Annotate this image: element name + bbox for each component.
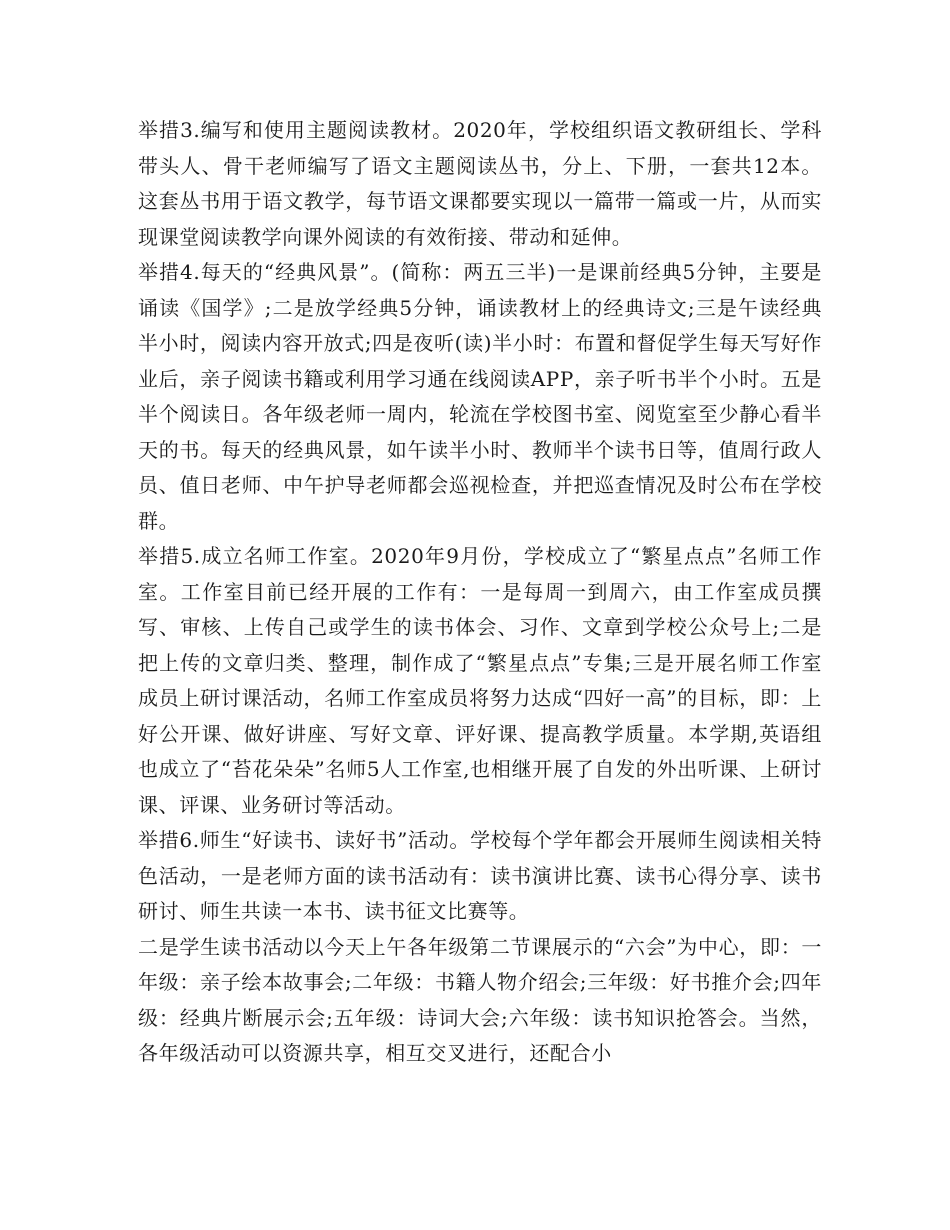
paragraph-measure-5: 举措5.成立名师工作室。2020年9月份，学校成立了“繁星点点”名师工作室。工作室目前已经开展的工作有：一是每周一到周六，由工作室成员撰写、审核、上传自己或学生的读书体会、习作、文章到学校公众号上;二是把上传的文章归类、整理，制作成了“繁星点点”专集;三是开展名师工作室成员上研讨课活动，名师工作室成员将努力达成“四好一高”的目标，即：上好公开课、做好讲座、写好文章、评好课、提高教学质量。本学期,英语组也成立了“苔花朵朵”名师5人工作室,也相继开展了自发的外出听课、上研讨课、评课、业务研讨等活动。 bbox=[138, 544, 822, 817]
paragraph-student-activities: 二是学生读书活动以今天上午各年级第二节课展示的“六会”为中心，即：一年级：亲子绘本故事会;二年级：书籍人物介绍会;三年级：好书推介会;四年级：经典片断展示会;五年级：诗词大会;六年级：读书知识抢答会。当然，各年级活动可以资源共享，相互交叉进行，还配合小 bbox=[138, 934, 822, 1065]
paragraph-measure-4: 举措4.每天的“经典风景”。(简称：两五三半)一是课前经典5分钟，主要是诵读《国学》;二是放学经典5分钟，诵读教材上的经典诗文;三是午读经典半小时，阅读内容开放式;四是夜听(读)半小时：布置和督促学生每天写好作业后，亲子阅读书籍或利用学习通在线阅读APP，亲子听书半个小时。五是半个阅读日。各年级老师一周内，轮流在学校图书室、阅览室至少静心看半天的书。每天的经典风景，如午读半小时、教师半个读书日等，值周行政人员、值日老师、中午护导老师都会巡视检查，并把巡查情况及时公布在学校群。 bbox=[138, 260, 822, 533]
paragraph-measure-6: 举措6.师生“好读书、读好书”活动。学校每个学年都会开展师生阅读相关特色活动，一是老师方面的读书活动有：读书演讲比赛、读书心得分享、读书研讨、师生共读一本书、读书征文比赛等。 bbox=[138, 828, 822, 923]
document-body bbox=[138, 113, 822, 1072]
paragraph-measure-3: 举措3.编写和使用主题阅读教材。2020年，学校组织语文教研组长、学科带头人、骨干老师编写了语文主题阅读丛书，分上、下册，一套共12本。这套丛书用于语文教学，每节语文课都要实现以一篇带一篇或一片，从而实现课堂阅读教学向课外阅读的有效衔接、带动和延伸。 bbox=[138, 118, 822, 249]
